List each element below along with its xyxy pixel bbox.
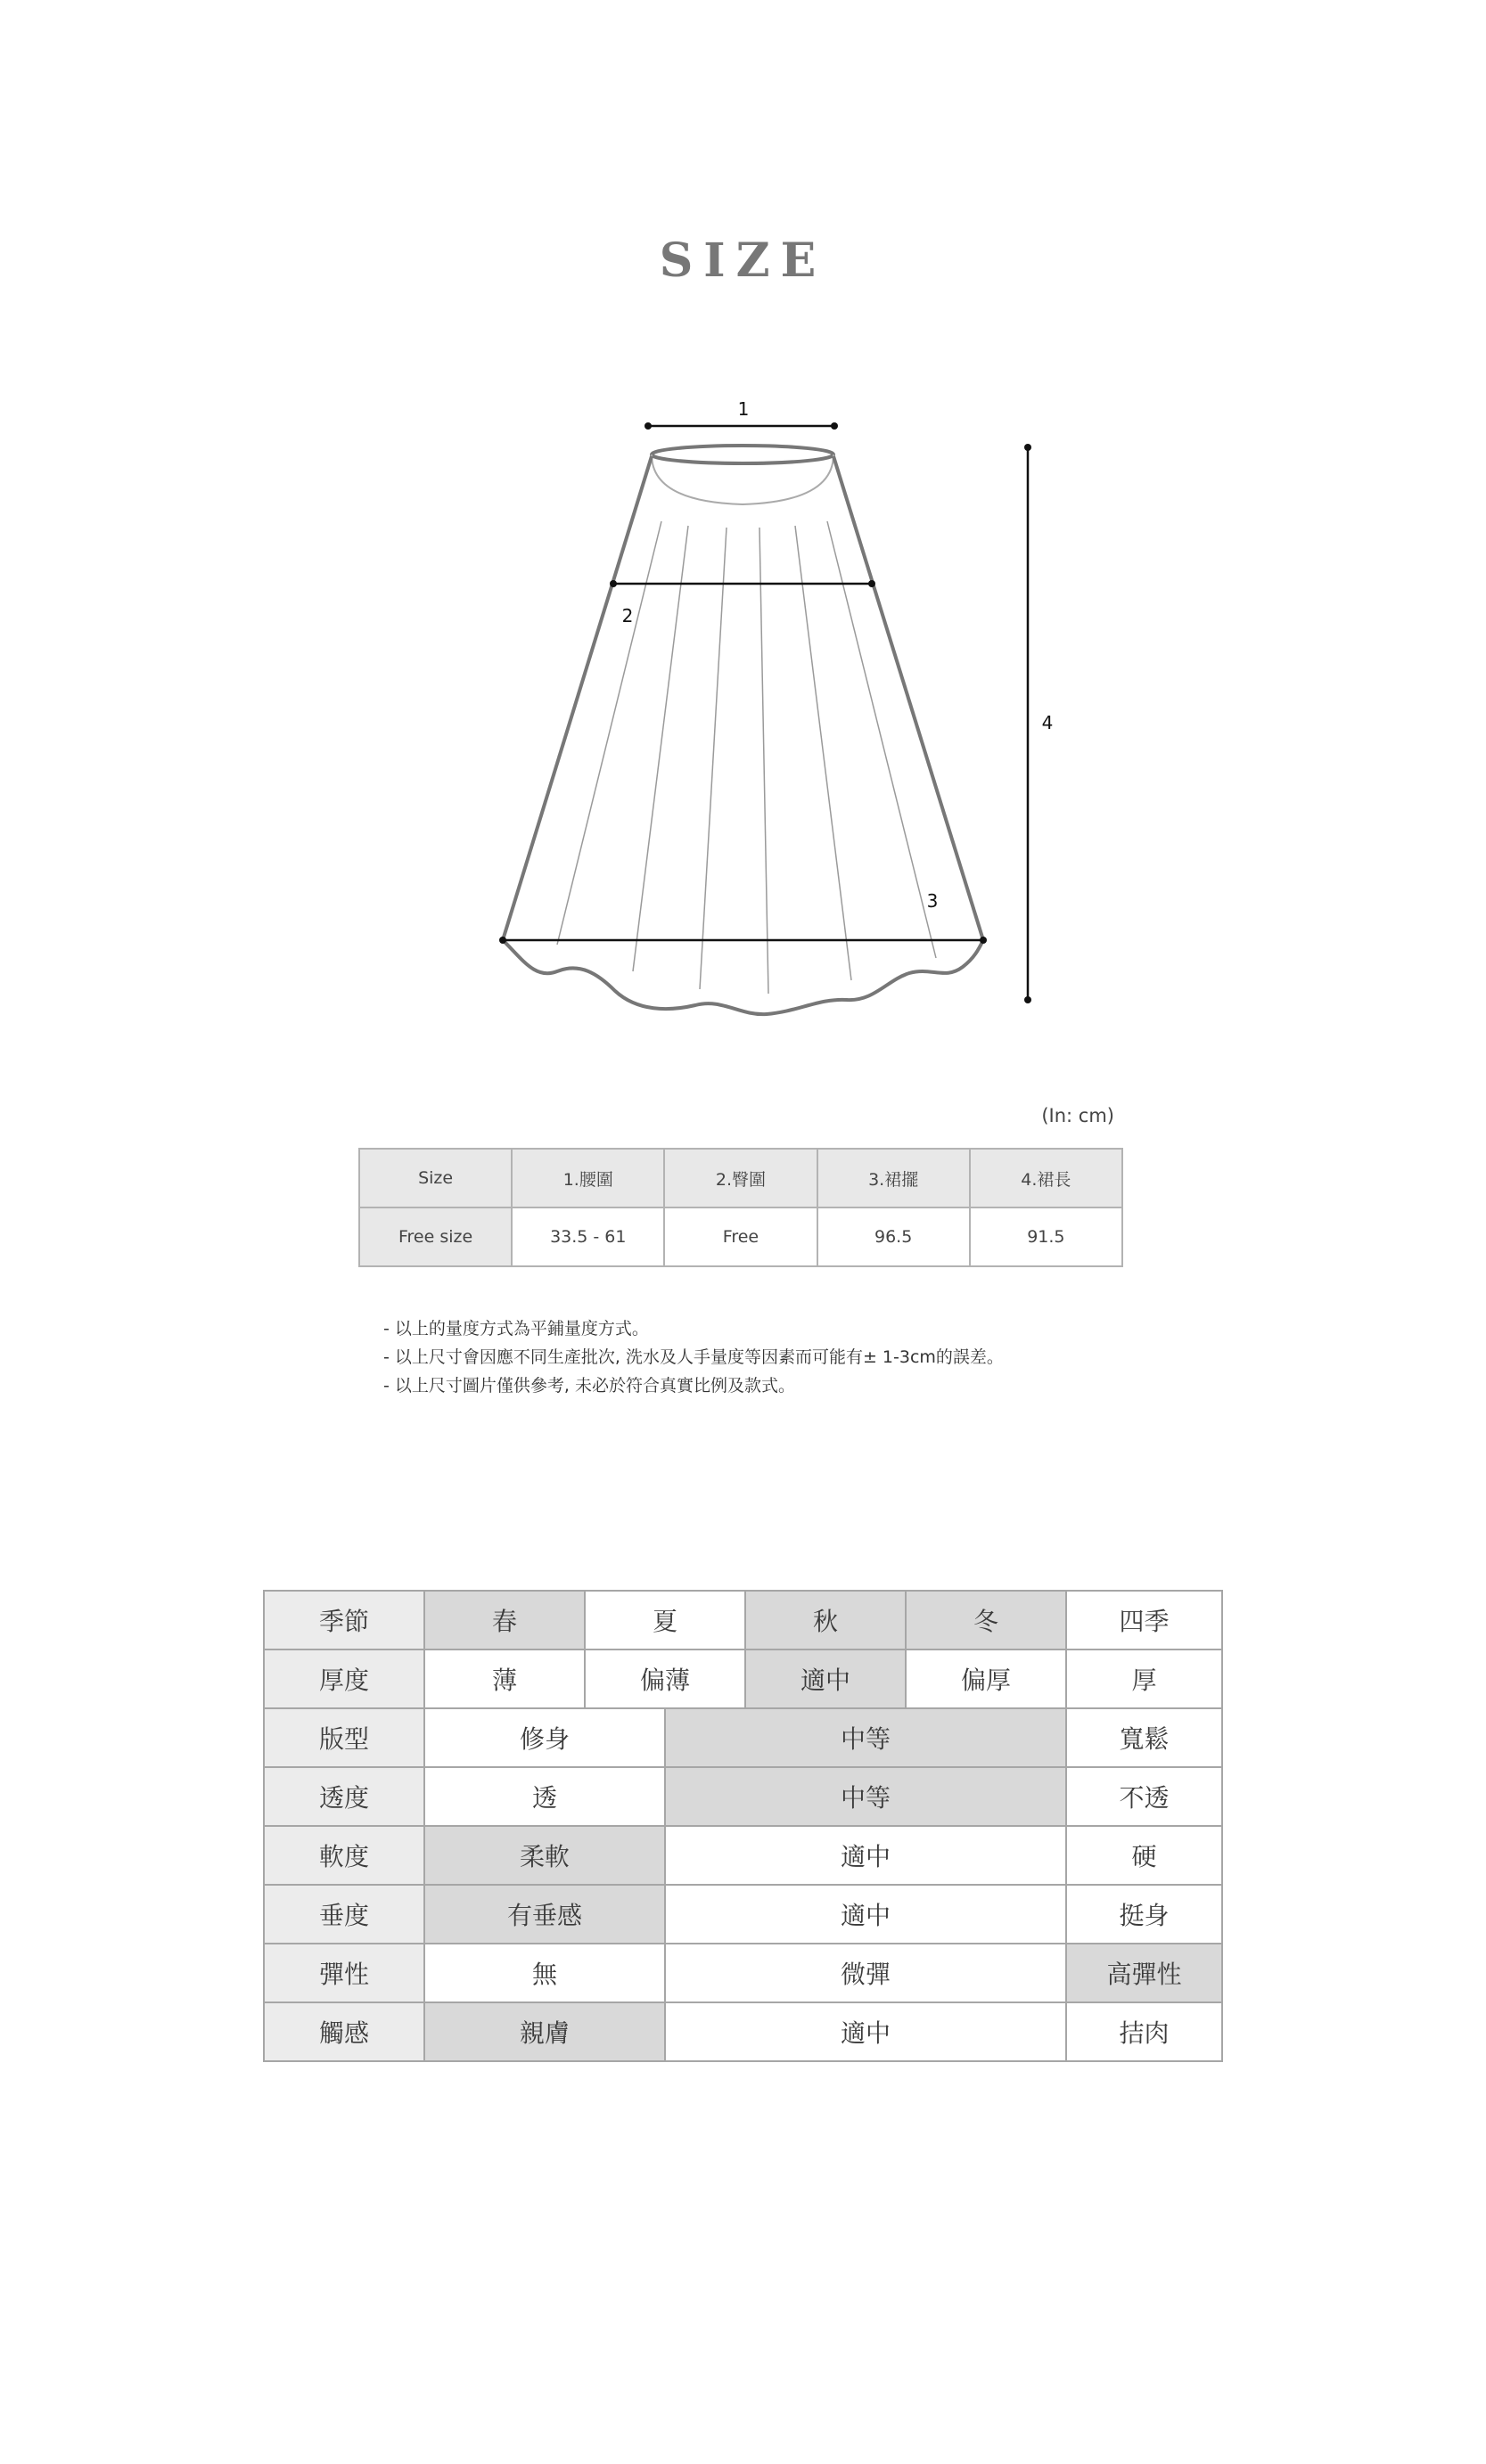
size-table-row bbox=[359, 1207, 1122, 1266]
cell-length: 91.5 bbox=[970, 1207, 1122, 1266]
attr-option: 硬 bbox=[1066, 1826, 1222, 1885]
skirt-outline bbox=[503, 446, 983, 1014]
attr-label: 垂度 bbox=[264, 1885, 424, 1944]
header-size: Size bbox=[359, 1149, 512, 1207]
cell-size: Free size bbox=[359, 1207, 512, 1266]
attr-option: 薄 bbox=[424, 1649, 585, 1708]
attr-option: 厚 bbox=[1066, 1649, 1222, 1708]
attr-option: 冬 bbox=[906, 1591, 1066, 1649]
attr-label: 觸感 bbox=[264, 2002, 424, 2061]
attr-label: 季節 bbox=[264, 1591, 424, 1649]
note-item: - 以上尺寸會因應不同生產批次, 洗水及人手量度等因素而可能有± 1-3cm的誤差。 bbox=[383, 1347, 1004, 1367]
unit-note: (In: cm) bbox=[1041, 1105, 1114, 1126]
attr-row-transparency bbox=[264, 1767, 1222, 1826]
attr-option: 無 bbox=[424, 1944, 665, 2002]
attr-option: 親膚 bbox=[424, 2002, 665, 2061]
attr-option: 高彈性 bbox=[1066, 1944, 1222, 2002]
note-item: - 以上尺寸圖片僅供參考, 未必於符合真實比例及款式。 bbox=[383, 1376, 795, 1396]
attr-label: 彈性 bbox=[264, 1944, 424, 2002]
size-table-header-row bbox=[359, 1149, 1122, 1207]
attr-row-elasticity bbox=[264, 1944, 1222, 2002]
header-hem: 3.裙擺 bbox=[817, 1149, 970, 1207]
attr-option: 適中 bbox=[665, 2002, 1066, 2061]
header-hip: 2.臀圍 bbox=[664, 1149, 817, 1207]
attr-option: 寬鬆 bbox=[1066, 1708, 1222, 1767]
attr-option: 適中 bbox=[665, 1826, 1066, 1885]
attr-option: 修身 bbox=[424, 1708, 665, 1767]
attr-row-softness bbox=[264, 1826, 1222, 1885]
attr-row-thickness bbox=[264, 1649, 1222, 1708]
attr-label: 版型 bbox=[264, 1708, 424, 1767]
attr-row-touch bbox=[264, 2002, 1222, 2061]
attr-row-drape bbox=[264, 1885, 1222, 1944]
attr-option: 透 bbox=[424, 1767, 665, 1826]
header-length: 4.裙長 bbox=[970, 1149, 1122, 1207]
measurement-notes bbox=[383, 1314, 1186, 1400]
attr-row-season bbox=[264, 1591, 1222, 1649]
cell-hem: 96.5 bbox=[817, 1207, 970, 1266]
attr-option: 中等 bbox=[665, 1708, 1066, 1767]
attr-option: 夏 bbox=[585, 1591, 745, 1649]
attr-option: 偏厚 bbox=[906, 1649, 1066, 1708]
attr-option: 中等 bbox=[665, 1767, 1066, 1826]
attr-option: 春 bbox=[424, 1591, 585, 1649]
attr-option: 適中 bbox=[665, 1885, 1066, 1944]
header-waist: 1.腰圍 bbox=[512, 1149, 664, 1207]
attr-option: 有垂感 bbox=[424, 1885, 665, 1944]
measure-line-length bbox=[1024, 444, 1031, 1003]
note-item: - 以上的量度方式為平鋪量度方式。 bbox=[383, 1319, 649, 1338]
cell-waist: 33.5 - 61 bbox=[512, 1207, 664, 1266]
attr-option: 柔軟 bbox=[424, 1826, 665, 1885]
attr-label: 軟度 bbox=[264, 1826, 424, 1885]
attr-option: 挺身 bbox=[1066, 1885, 1222, 1944]
attributes-table bbox=[263, 1590, 1223, 2062]
label-4: 4 bbox=[1041, 712, 1054, 733]
attr-option: 拮肉 bbox=[1066, 2002, 1222, 2061]
attr-label: 透度 bbox=[264, 1767, 424, 1826]
attr-option: 秋 bbox=[745, 1591, 906, 1649]
attr-option: 微彈 bbox=[665, 1944, 1066, 2002]
size-table bbox=[358, 1148, 1123, 1267]
measure-line-hip bbox=[610, 580, 875, 587]
attr-option: 偏薄 bbox=[585, 1649, 745, 1708]
attr-label: 厚度 bbox=[264, 1649, 424, 1708]
measure-line-waist bbox=[644, 422, 838, 430]
cell-hip: Free bbox=[664, 1207, 817, 1266]
page-title: SIZE bbox=[659, 233, 827, 288]
skirt-size-diagram bbox=[0, 0, 1486, 1069]
label-2: 2 bbox=[621, 605, 634, 626]
attr-option: 四季 bbox=[1066, 1591, 1222, 1649]
attr-option: 不透 bbox=[1066, 1767, 1222, 1826]
label-3: 3 bbox=[926, 890, 939, 912]
skirt-pleats bbox=[557, 521, 936, 994]
attr-row-fit bbox=[264, 1708, 1222, 1767]
label-1: 1 bbox=[737, 398, 750, 420]
measure-line-hem bbox=[499, 937, 987, 944]
attr-option: 適中 bbox=[745, 1649, 906, 1708]
